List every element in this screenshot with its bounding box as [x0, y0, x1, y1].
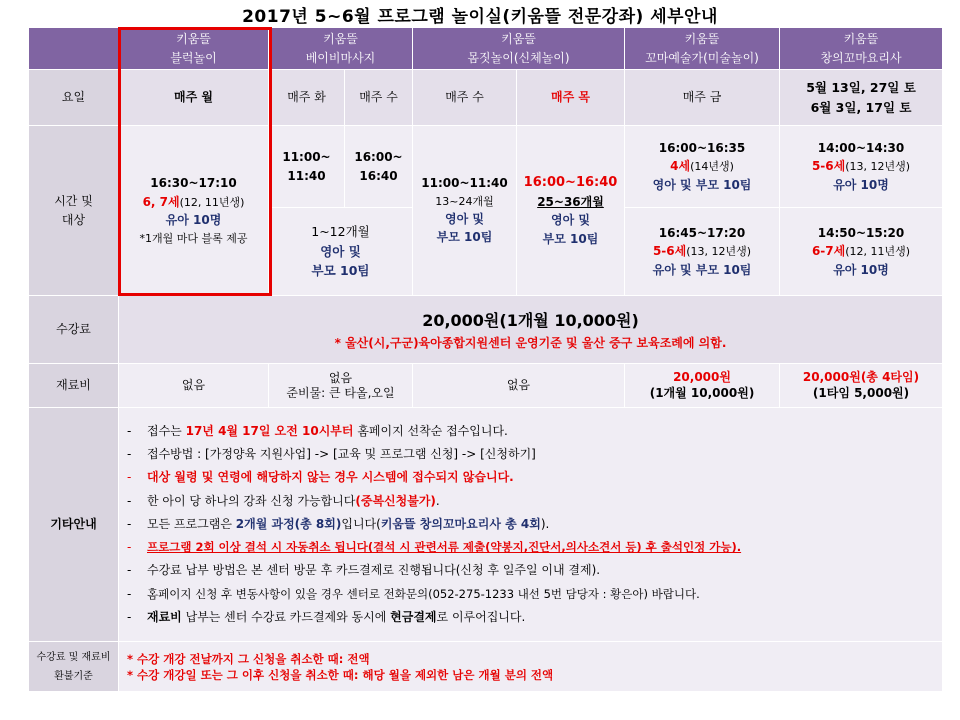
refund-label-l1: 수강료 및 재료비 — [36, 651, 111, 663]
note-item — [127, 490, 942, 513]
art-1-time: 16:00~16:35 — [658, 140, 746, 155]
note-5-c: ). — [540, 516, 550, 531]
note-item — [127, 466, 942, 489]
time-label-l1: 시간 및 — [54, 193, 93, 208]
day-baby-a: 매주 화 — [269, 70, 345, 126]
note-8: 홈페이지 신청 후 변동사항이 있을 경우 센터로 전화문의(052-275-1233 내선 5번 담당자 : 황은아) 바랍니다. — [147, 586, 700, 601]
note-9-d: 로 이루어집니다. — [436, 610, 526, 625]
cook-1-age-note: (13, 12년생) — [845, 160, 911, 174]
note-5-navy: 2개월 과정(총 8회) — [235, 516, 342, 531]
material-art — [625, 364, 780, 408]
header-cook-l1: 키움뜰 — [843, 31, 879, 46]
block-time: 16:30~17:10 — [150, 176, 237, 191]
baby-target-l2: 영아 및 — [320, 243, 361, 259]
header-baby-l2: 베이비마사지 — [305, 50, 376, 65]
cook-2-time: 14:50~15:20 — [817, 225, 905, 240]
note-item — [127, 513, 942, 536]
baby-target — [269, 208, 413, 296]
header-baby-l1: 키움뜰 — [323, 31, 358, 46]
note-9-a: 재료비 — [147, 610, 182, 625]
header-corner — [29, 28, 119, 70]
art-2-age — [625, 242, 779, 261]
art-2-time: 16:45~17:20 — [658, 225, 746, 240]
note-7: 수강료 납부 방법은 본 센터 방문 후 카드결제로 진행됩니다(신청 후 일주일 이내 결제). — [147, 563, 601, 578]
notes-cell — [119, 408, 943, 642]
baby-time-a — [269, 126, 345, 208]
cook-session-1 — [780, 126, 943, 208]
cook-1-time: 14:00~14:30 — [817, 140, 905, 155]
note-item — [127, 583, 942, 606]
baby-time-b-l1: 16:00~ — [354, 149, 403, 164]
note-5-b: 입니다( — [341, 516, 381, 531]
block-note: *1개월 마다 블록 제공 — [139, 231, 248, 245]
art-session-1 — [625, 126, 780, 208]
day-art: 매주 금 — [625, 70, 780, 126]
cook-1-age-red: 5-6세 — [811, 159, 846, 174]
material-cook-l1: 20,000원(총 4타임) — [802, 369, 920, 384]
header-art-l2: 꼬마예술가(미술놀이) — [645, 50, 759, 65]
header-cook-l2: 창의꼬마요리사 — [820, 50, 902, 65]
body-a-months: 13~24개월 — [435, 194, 494, 208]
note-dash: - — [127, 610, 132, 625]
notes-list — [127, 420, 942, 630]
header-block-l1: 키움뜰 — [176, 31, 211, 46]
art-1-age-red: 4세 — [670, 159, 691, 174]
art-1-age — [625, 157, 779, 176]
refund-label-l2: 환불기준 — [54, 670, 93, 682]
header-cook — [780, 28, 943, 70]
fee-note: * 울산(시,구군)육아종합지원센터 운영기준 및 울산 중구 보육조례에 의함. — [334, 335, 727, 350]
day-cook-l2: 6월 3일, 17일 토 — [810, 99, 912, 115]
header-body-l1: 키움뜰 — [501, 31, 536, 46]
day-cook-l1: 5월 13일, 27일 토 — [806, 80, 916, 96]
day-body-b: 매주 목 — [517, 70, 625, 126]
note-item — [127, 606, 942, 629]
cook-2-age-note: (12, 11년생) — [845, 245, 911, 259]
material-label: 재료비 — [29, 364, 119, 408]
body-a-time: 11:00~11:40 — [421, 176, 508, 191]
day-body-a: 매주 수 — [413, 70, 517, 126]
note-3: 대상 월령 및 연령에 해당하지 않는 경우 시스템에 접수되지 않습니다. — [147, 470, 514, 485]
refund-cell — [119, 642, 943, 692]
material-block: 없음 — [119, 364, 269, 408]
block-column-highlight — [118, 27, 272, 296]
material-baby-l1: 없음 — [328, 370, 353, 385]
notes-row — [29, 408, 943, 642]
note-5-a: 모든 프로그램은 — [147, 516, 236, 531]
material-cook — [780, 364, 943, 408]
block-capacity: 유아 10명 — [165, 213, 222, 228]
note-1-b: 홈페이지 선착순 접수입니다. — [353, 423, 508, 438]
cook-session-2 — [780, 208, 943, 296]
header-body-l2: 몸짓놀이(신체놀이) — [467, 50, 570, 65]
material-baby — [269, 364, 413, 408]
block-age-note: (12, 11년생) — [179, 195, 245, 209]
refund-1: * 수강 개강 전날까지 그 신청을 취소한 때: 전액 — [127, 651, 370, 666]
notes-label: 기타안내 — [29, 408, 119, 642]
cook-2-age — [780, 242, 942, 261]
baby-target-l3: 부모 10팀 — [311, 263, 370, 279]
time-label-l2: 대상 — [61, 212, 86, 227]
material-baby-l2: 준비물: 큰 타올,오일 — [286, 385, 395, 400]
day-block: 매주 월 — [119, 70, 269, 126]
body-schedule-a — [413, 126, 517, 296]
cook-2-capacity: 유아 10명 — [833, 262, 889, 277]
refund-label — [29, 642, 119, 692]
body-a-l1: 영아 및 — [445, 211, 484, 226]
baby-time-a-l1: 11:00~ — [282, 149, 331, 164]
day-baby-b: 매주 수 — [345, 70, 413, 126]
baby-time-a-l2: 11:40 — [287, 168, 326, 183]
note-4-b: . — [435, 493, 440, 508]
art-2-age-note: (13, 12년생) — [686, 245, 752, 259]
note-9-b: 납부는 센터 수강료 카드결제와 동시에 — [181, 610, 391, 625]
note-1-red: 17년 4월 17일 오전 10시부터 — [185, 423, 354, 438]
header-art — [625, 28, 780, 70]
note-5-navy2: 키움뜰 창의꼬마요리사 총 4회 — [380, 516, 541, 531]
note-2: 접수방법 : [가정양육 지원사업] -> [교육 및 프로그램 신청] -> [신청하기] — [147, 446, 536, 461]
time-label — [29, 126, 119, 296]
material-art-l1: 20,000원 — [673, 369, 731, 384]
day-cook — [780, 70, 943, 126]
note-item — [127, 443, 942, 466]
note-dash: - — [127, 516, 132, 531]
art-session-2 — [625, 208, 780, 296]
note-1-a: 접수는 — [147, 423, 186, 438]
art-2-capacity: 유아 및 부모 10팀 — [652, 262, 752, 277]
baby-time-b — [345, 126, 413, 208]
note-dash: - — [127, 423, 132, 438]
cook-2-age-red: 6-7세 — [811, 244, 846, 259]
fee-row — [29, 296, 943, 364]
body-schedule-b — [517, 126, 625, 296]
note-6: 프로그램 2회 이상 결석 시 자동취소 됩니다(결석 시 관련서류 제출(약봉지,진단서,의사소견서 등) 후 출석인정 가능). — [147, 540, 742, 555]
note-dash: - — [127, 586, 132, 601]
fee-cell — [119, 296, 943, 364]
cook-1-age — [780, 157, 942, 176]
baby-time-b-l2: 16:40 — [359, 168, 398, 183]
art-2-age-red: 5-6세 — [652, 244, 687, 259]
fee-main: 20,000원(1개월 10,000원) — [422, 310, 639, 330]
header-block-l2: 블럭놀이 — [170, 50, 217, 65]
cook-1-capacity: 유아 10명 — [833, 177, 889, 192]
material-cook-l2: (1타임 5,000원) — [812, 385, 910, 400]
art-1-capacity: 영아 및 부모 10팀 — [652, 177, 752, 192]
header-art-l1: 키움뜰 — [684, 31, 720, 46]
day-label: 요일 — [29, 70, 119, 126]
refund-2: * 수강 개강일 또는 그 이후 신청을 취소한 때: 해당 월을 제외한 남은 개월 분의 전액 — [127, 667, 554, 682]
page-title: 2017년 5~6월 프로그램 놀이실(키움뜰 전문강좌) 세부안내 — [242, 7, 718, 27]
note-dash: - — [127, 470, 132, 485]
note-4-a: 한 아이 당 하나의 강좌 신청 가능합니다 — [147, 493, 356, 508]
note-9-c: 현금결제 — [390, 610, 437, 625]
art-1-age-note: (14년생) — [690, 160, 734, 174]
body-b-time: 16:00~16:40 — [523, 174, 618, 190]
refund-row — [29, 642, 943, 692]
note-4-red: (중복신청불가) — [355, 493, 436, 508]
note-dash: - — [127, 540, 132, 555]
body-b-l2: 부모 10팀 — [542, 231, 599, 246]
body-b-l1: 영아 및 — [551, 213, 590, 228]
header-body-play — [413, 28, 625, 70]
fee-label: 수강료 — [29, 296, 119, 364]
body-a-l2: 부모 10팀 — [436, 230, 493, 245]
material-art-l2: (1개월 10,000원) — [649, 385, 755, 400]
note-item — [127, 559, 942, 582]
block-age-red: 6, 7세 — [142, 194, 180, 209]
note-dash: - — [127, 563, 132, 578]
note-item — [127, 420, 942, 443]
material-row — [29, 364, 943, 408]
note-item — [127, 536, 942, 559]
note-dash: - — [127, 446, 132, 461]
note-dash: - — [127, 493, 132, 508]
material-body: 없음 — [413, 364, 625, 408]
header-baby-massage — [269, 28, 413, 70]
baby-target-l1: 1~12개월 — [311, 224, 370, 240]
body-b-months: 25~36개월 — [537, 194, 604, 209]
